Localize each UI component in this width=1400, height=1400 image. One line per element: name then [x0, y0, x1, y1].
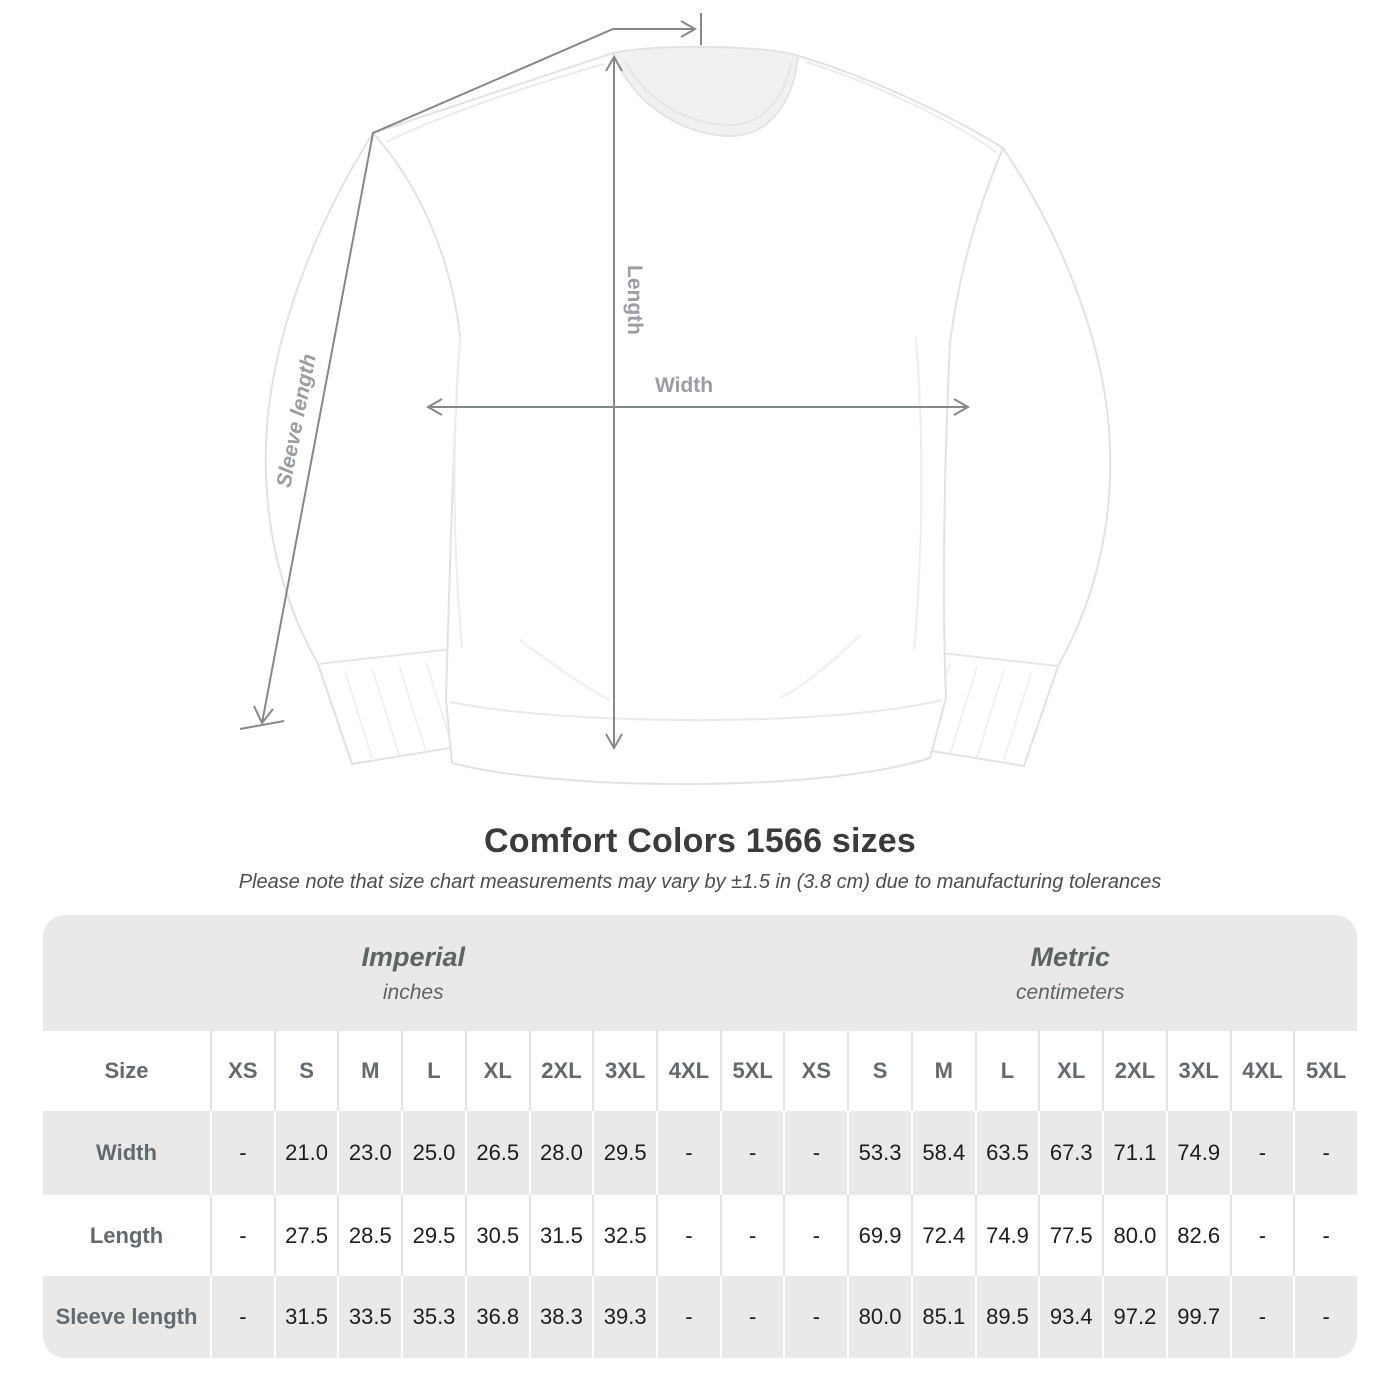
imperial-sublabel: inches: [382, 980, 444, 1004]
size-col-header-metric-l: L: [975, 1031, 1039, 1111]
sleeve-imperial-2xl: 38.3: [529, 1276, 593, 1358]
size-col-header-imperial-l: L: [401, 1031, 465, 1111]
size-col-header-imperial-4xl: 4XL: [656, 1031, 720, 1111]
length-imperial-s: 27.5: [274, 1195, 338, 1276]
size-corner-header: Size: [104, 1058, 149, 1083]
length-metric-s: 69.9: [847, 1195, 911, 1276]
width-imperial-xl: 26.5: [465, 1111, 529, 1195]
size-col-header-metric-xs: XS: [783, 1031, 847, 1111]
width-imperial-5xl: -: [720, 1111, 784, 1195]
sleeve-length-label: Sleeve length: [272, 352, 321, 490]
width-metric-l: 63.5: [975, 1111, 1039, 1195]
size-col-header-imperial-s: S: [274, 1031, 338, 1111]
sleeve-imperial-5xl: -: [720, 1276, 784, 1358]
size-col-header-imperial-3xl: 3XL: [592, 1031, 656, 1111]
sleeve-metric-3xl: 99.7: [1166, 1276, 1230, 1358]
sleeve-imperial-xl: 36.8: [465, 1276, 529, 1358]
length-metric-5xl: -: [1293, 1195, 1357, 1276]
imperial-label: Imperial: [361, 941, 466, 972]
length-imperial-xl: 30.5: [465, 1195, 529, 1276]
row-label-length: Length: [89, 1222, 164, 1248]
sleeve-metric-4xl: -: [1230, 1276, 1294, 1358]
sweatshirt-body: [373, 47, 1003, 784]
metric-label: Metric: [1030, 941, 1111, 972]
length-metric-xs: -: [783, 1195, 847, 1276]
width-row: [43, 1111, 1357, 1195]
sleeve-metric-s: 80.0: [847, 1276, 911, 1358]
length-imperial-5xl: -: [720, 1195, 784, 1276]
sleeve-imperial-4xl: -: [656, 1276, 720, 1358]
width-imperial-l: 25.0: [401, 1111, 465, 1195]
sleeve-imperial-m: 33.5: [337, 1276, 401, 1358]
width-imperial-4xl: -: [656, 1111, 720, 1195]
length-imperial-4xl: -: [656, 1195, 720, 1276]
width-imperial-s: 21.0: [274, 1111, 338, 1195]
length-imperial-l: 29.5: [401, 1195, 465, 1276]
width-metric-s: 53.3: [847, 1111, 911, 1195]
size-col-header-metric-5xl: 5XL: [1293, 1031, 1357, 1111]
size-chart-panel: [43, 915, 1357, 1358]
size-col-header-metric-2xl: 2XL: [1102, 1031, 1166, 1111]
length-imperial-3xl: 32.5: [592, 1195, 656, 1276]
length-metric-3xl: 82.6: [1166, 1195, 1230, 1276]
sleeve-imperial-l: 35.3: [401, 1276, 465, 1358]
sleeve-metric-l: 89.5: [975, 1276, 1039, 1358]
size-header-row: [43, 1031, 1357, 1111]
width-metric-xl: 67.3: [1038, 1111, 1102, 1195]
width-label: Width: [654, 374, 714, 397]
width-metric-2xl: 71.1: [1102, 1111, 1166, 1195]
size-col-header-imperial-2xl: 2XL: [529, 1031, 593, 1111]
size-col-header-metric-xl: XL: [1038, 1031, 1102, 1111]
page-title: Comfort Colors 1566 sizes: [483, 822, 917, 860]
sleeve-metric-5xl: -: [1293, 1276, 1357, 1358]
width-imperial-m: 23.0: [337, 1111, 401, 1195]
size-col-header-imperial-xs: XS: [210, 1031, 274, 1111]
width-imperial-3xl: 29.5: [592, 1111, 656, 1195]
length-imperial-m: 28.5: [337, 1195, 401, 1276]
unit-header-row: [43, 915, 1357, 1031]
sleeve-imperial-xs: -: [210, 1276, 274, 1358]
size-col-header-metric-4xl: 4XL: [1230, 1031, 1294, 1111]
row-label-width: Width: [96, 1140, 157, 1165]
sleeve-metric-xl: 93.4: [1038, 1276, 1102, 1358]
length-metric-m: 72.4: [911, 1195, 975, 1276]
sleeve-imperial-s: 31.5: [274, 1276, 338, 1358]
width-metric-3xl: 74.9: [1166, 1111, 1230, 1195]
width-imperial-xs: -: [210, 1111, 274, 1195]
width-metric-xs: -: [783, 1111, 847, 1195]
sleeve-metric-xs: -: [783, 1276, 847, 1358]
size-col-header-imperial-m: M: [337, 1031, 401, 1111]
width-metric-5xl: -: [1293, 1111, 1357, 1195]
length-imperial-xs: -: [210, 1195, 274, 1276]
sleeve-metric-m: 85.1: [911, 1276, 975, 1358]
length-metric-4xl: -: [1230, 1195, 1294, 1276]
heading: [0, 822, 1400, 894]
width-metric-4xl: -: [1230, 1111, 1294, 1195]
sleeve-length-row: [43, 1276, 1357, 1358]
length-metric-l: 74.9: [975, 1195, 1039, 1276]
length-metric-2xl: 80.0: [1102, 1195, 1166, 1276]
size-col-header-metric-s: S: [847, 1031, 911, 1111]
size-col-header-imperial-5xl: 5XL: [720, 1031, 784, 1111]
sleeve-imperial-3xl: 39.3: [592, 1276, 656, 1358]
metric-sublabel: centimeters: [1015, 980, 1125, 1004]
length-row: [43, 1195, 1357, 1276]
tolerance-note: Please note that size chart measurements may vary by ±1.5 in (3.8 cm) due to manufacturing tolerances: [238, 871, 1162, 893]
length-label: Length: [623, 265, 646, 335]
row-label-sleeve-length: Sleeve length: [55, 1304, 198, 1329]
width-metric-m: 58.4: [911, 1111, 975, 1195]
length-metric-xl: 77.5: [1038, 1195, 1102, 1276]
size-col-header-imperial-xl: XL: [465, 1031, 529, 1111]
size-col-header-metric-m: M: [911, 1031, 975, 1111]
width-imperial-2xl: 28.0: [529, 1111, 593, 1195]
metric-header: [784, 915, 1358, 1031]
length-imperial-2xl: 31.5: [529, 1195, 593, 1276]
size-col-header-metric-3xl: 3XL: [1166, 1031, 1230, 1111]
sleeve-metric-2xl: 97.2: [1102, 1276, 1166, 1358]
sweatshirt-illustration: [266, 47, 1111, 784]
imperial-header: [43, 915, 784, 1031]
